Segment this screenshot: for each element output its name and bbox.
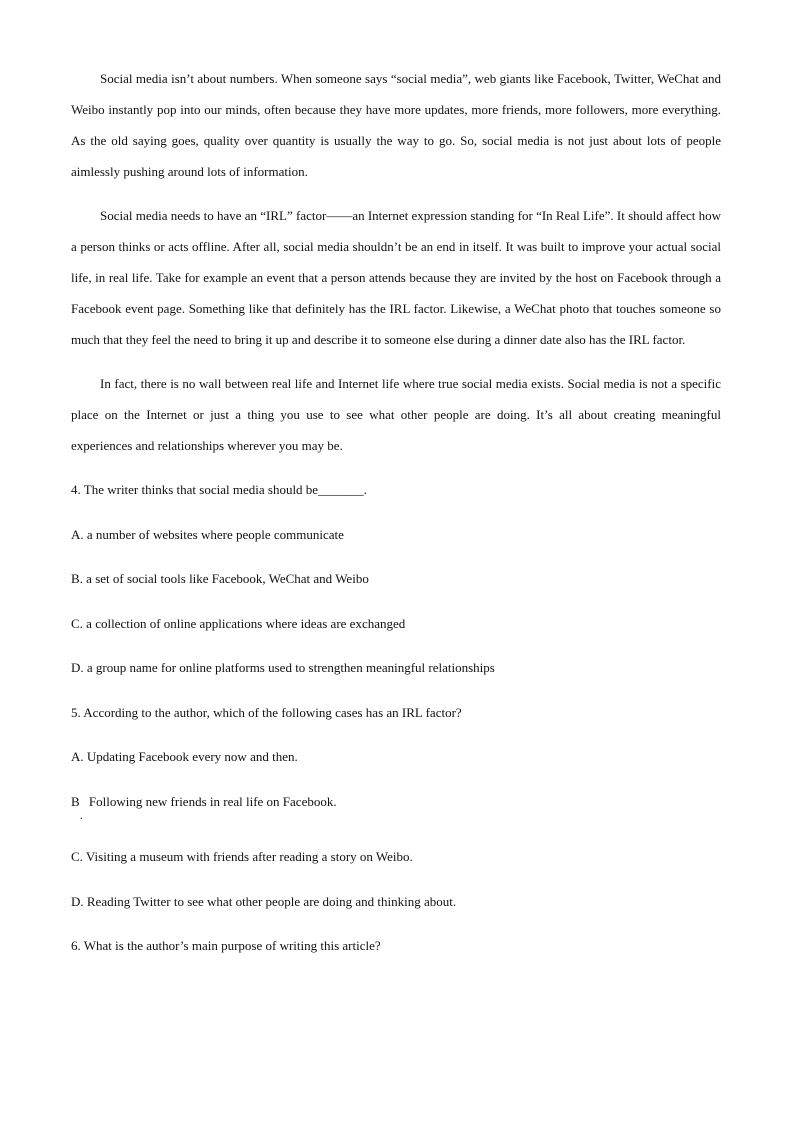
question-4-option-a: A. a number of websites where people communicate <box>71 526 344 542</box>
question-5-option-a: A. Updating Facebook every now and then. <box>71 749 298 764</box>
question-6 <box>71 930 721 961</box>
passage-paragraph-1: Social media isn’t about numbers. When someone says “social media”, web giants like Facebook, Twitter, WeChat and Weibo instantly pop into our minds, often because they have more updates, more friends, more followers, more everything. As the old saying goes, quality over quantity is usually the way to go. So, social media is not just about lots of people aimlessly pushing around lots of information. <box>71 71 721 179</box>
question-4 <box>71 474 721 697</box>
question-4-stem: 4. The writer thinks that social media should be_______. <box>71 482 367 497</box>
passage-paragraph-2: Social media needs to have an “IRL” factor——an Internet expression standing for “In Real Life”. It should affect how a person thinks or acts offline. After all, social media shouldn’t be an end in itself. It was built to improve your actual social life, in real life. Take for example an event that a person attends because they are invited by the host on Facebook through a Facebook event page. Something like that definitely has the IRL factor. Likewise, a WeChat photo that touches someone so much that they feel the need to bring it up and describe it to someone else during a dinner date also has the IRL factor. <box>71 208 722 347</box>
question-4-option-d: D. a group name for online platforms used to strengthen meaningful relationships <box>71 660 495 675</box>
question-5-stem: 5. According to the author, which of the following cases has an IRL factor? <box>71 704 462 720</box>
document-content <box>71 63 721 961</box>
question-5-option-c: C. Visiting a museum with friends after reading a story on Weibo. <box>71 849 413 864</box>
question-5-option-b-text: Following new friends in real life on Facebook. <box>88 793 337 809</box>
question-5-option-b-dot: . <box>80 810 83 822</box>
question-4-option-b: B. a set of social tools like Facebook, WeChat and Weibo <box>71 571 369 586</box>
question-6-stem: 6. What is the author’s main purpose of writing this article? <box>71 938 381 953</box>
question-5-option-b <box>71 786 721 822</box>
question-4-option-c: C. a collection of online applications where ideas are exchanged <box>71 615 406 631</box>
passage-paragraph-3: In fact, there is no wall between real life and Internet life where true social media exists. Social media is not a specific place on the Internet or just a thing you use to see what other people are doing. It’s all about creating meaningful experiences and relationships wherever you may be. <box>71 376 721 453</box>
question-5-option-b-letter: B <box>71 793 80 809</box>
question-5 <box>71 697 721 931</box>
question-5-option-d: D. Reading Twitter to see what other people are doing and thinking about. <box>71 893 457 909</box>
